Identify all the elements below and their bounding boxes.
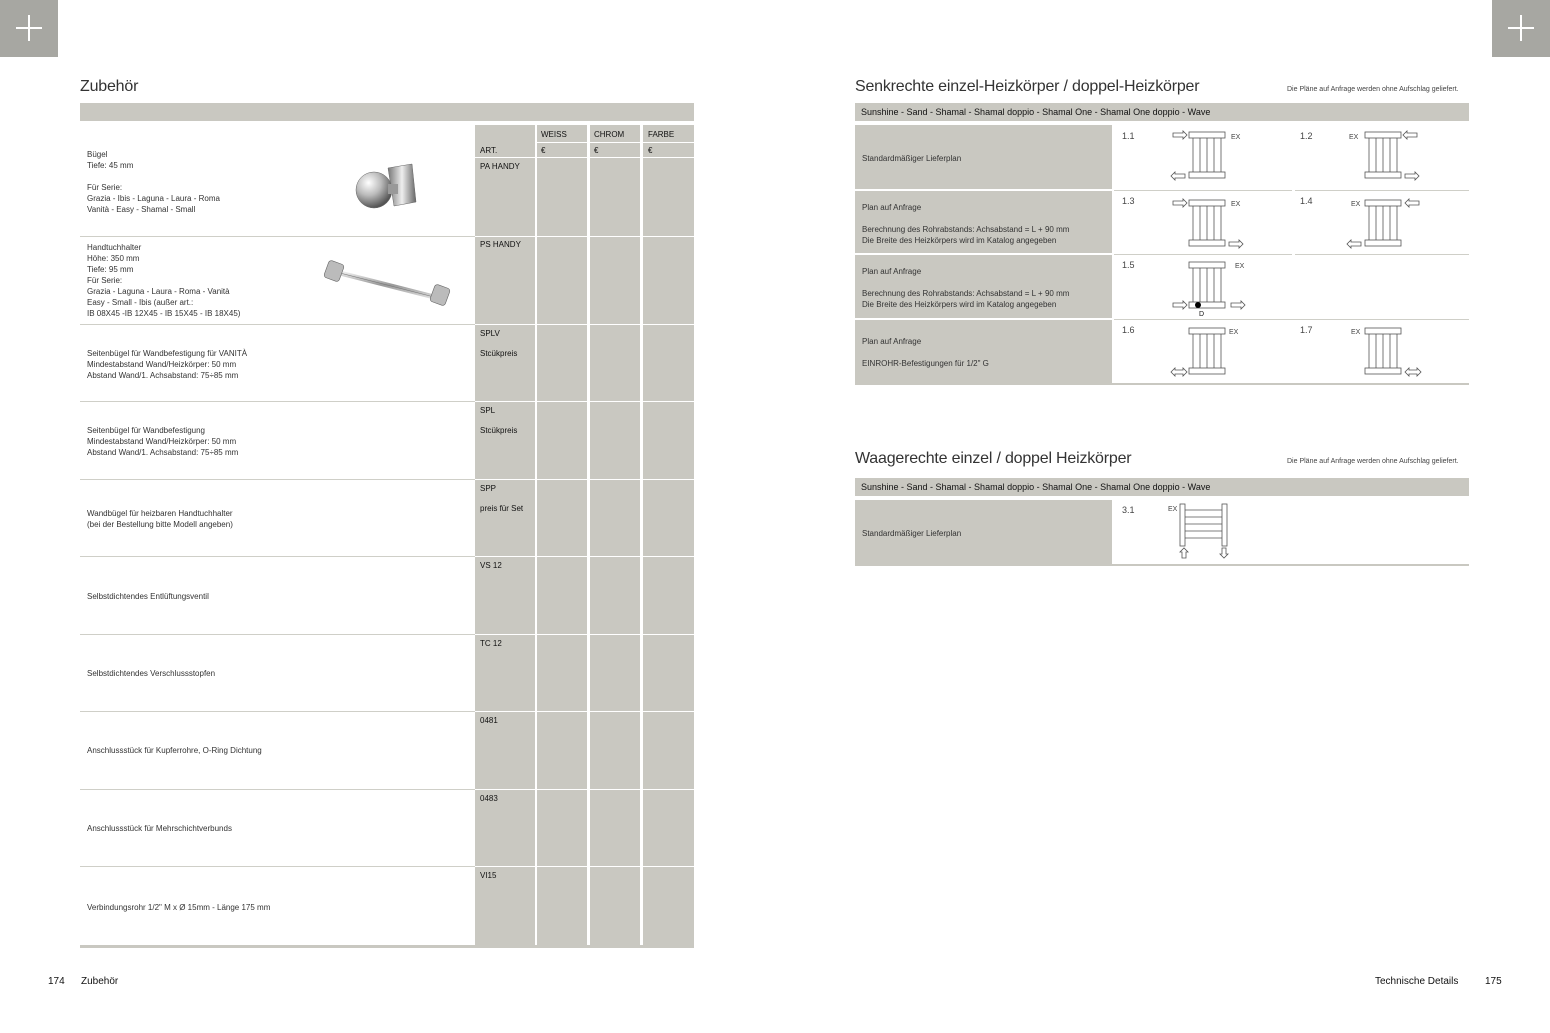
- row-divider: [1114, 319, 1469, 320]
- vertical-series-label: Sunshine - Sand - Shamal - Shamal doppio - Shamal One - Shamal One doppio - Wave: [861, 107, 1211, 117]
- row-divider: [475, 711, 694, 712]
- plan-number: 1.5: [1122, 260, 1135, 270]
- header-divider: [475, 157, 694, 158]
- row-desc: Seitenbügel für Wandbefestigung Mindestabstand Wand/Heizkörper: 50 mm Abstand Wand/1. Achsabstand: 75÷85 mm: [87, 426, 239, 457]
- plan-label: Plan auf Anfrage Berechnung des Rohrabstands: Achsabstand = L + 90 mm Die Breite des Heizkörpers wird im Katalog angegeben: [862, 203, 1070, 245]
- horizontal-section-note: Die Pläne auf Anfrage werden ohne Aufschlag geliefert.: [1287, 458, 1459, 465]
- row-desc: Wandbügel für heizbaren Handtuchhalter (bei der Bestellung bitte Modell angeben): [87, 509, 233, 529]
- row-divider: [80, 401, 475, 402]
- vertical-section-note: Die Pläne auf Anfrage werden ohne Aufschlag geliefert.: [1287, 86, 1459, 93]
- row-desc: Anschlussstück für Kupferrohre, O-Ring Dichtung: [87, 746, 262, 755]
- row-art: VS 12: [480, 561, 502, 570]
- row-divider: [80, 711, 475, 712]
- ex-label: EX: [1349, 134, 1359, 141]
- row-desc: Selbstdichtendes Verschlussstopfen: [87, 669, 216, 678]
- row-divider: [1114, 254, 1292, 255]
- row-divider: [80, 556, 475, 557]
- row-art: SPP preis für Set: [480, 484, 524, 513]
- vertical-section-title: Senkrechte einzel-Heizkörper / doppel-Heizkörper: [855, 78, 1200, 95]
- ex-label: EX: [1351, 329, 1361, 336]
- row-divider: [80, 236, 475, 237]
- ex-label: EX: [1235, 263, 1245, 270]
- radiator-plan-1-6-diagram: [1165, 322, 1255, 378]
- col-header-art: ART.: [480, 146, 498, 155]
- radiator-plan-3-1-diagram: [1160, 500, 1240, 562]
- left-page-number: 174: [48, 976, 65, 987]
- row-divider: [475, 324, 694, 325]
- ex-label: EX: [1351, 201, 1361, 208]
- col-header-farbe: FARBE: [648, 130, 675, 139]
- row-desc: Selbstdichtendes Entlüftungsventil: [87, 592, 209, 601]
- plan-number: 1.6: [1122, 325, 1135, 335]
- currency-farbe: €: [648, 146, 653, 155]
- ex-label: EX: [1231, 201, 1241, 208]
- plan-number: 1.1: [1122, 131, 1135, 141]
- horizontal-series-bar: [855, 478, 1469, 496]
- horizontal-section-title: Waagerechte einzel / doppel Heizkörper: [855, 450, 1132, 467]
- plan-label: Plan auf Anfrage EINROHR-Befestigungen für 1/2" G: [862, 337, 989, 368]
- plan-label: Standardmäßiger Lieferplan: [862, 154, 962, 163]
- farbe-column: [643, 125, 694, 947]
- row-art: SPLV Stcükpreis: [480, 329, 518, 358]
- col-header-weiss: WEISS: [541, 130, 567, 139]
- row-art: PS HANDY: [480, 240, 521, 249]
- radiator-plan-1-7-diagram: [1343, 322, 1433, 378]
- row-divider: [475, 789, 694, 790]
- table-bottom-rule: [855, 564, 1469, 566]
- expand-left-icon[interactable]: [0, 0, 58, 57]
- plan-number: 1.7: [1300, 325, 1313, 335]
- col-header-chrom: CHROM: [594, 130, 625, 139]
- radiator-plan-1-3-diagram: [1165, 194, 1255, 250]
- table-bottom-rule: [80, 945, 694, 948]
- vertical-series-bar: [855, 103, 1469, 121]
- plan-number: 1.2: [1300, 131, 1313, 141]
- row-art: PA HANDY: [480, 162, 520, 171]
- plan-number: 1.4: [1300, 196, 1313, 206]
- radiator-plan-1-5-diagram: [1165, 258, 1255, 318]
- right-page-section: Technische Details: [1375, 976, 1459, 987]
- weiss-column: [537, 125, 587, 947]
- row-art: 0481: [480, 716, 498, 725]
- left-page-title: Zubehör: [80, 78, 139, 95]
- row-divider: [475, 236, 694, 237]
- row-desc: Bügel Tiefe: 45 mm Für Serie: Grazia - Ibis - Laguna - Laura - Roma Vanità - Easy - Shamal - Small: [87, 150, 220, 214]
- row-art: VI15: [480, 871, 497, 880]
- row-art: SPL Stcükpreis: [480, 406, 518, 435]
- row-art: 0483: [480, 794, 498, 803]
- currency-chrom: €: [594, 146, 599, 155]
- plan-label: Standardmäßiger Lieferplan: [862, 529, 962, 538]
- bracket-product-image: [350, 162, 422, 214]
- row-divider: [80, 479, 475, 480]
- row-desc: Handtuchhalter Höhe: 350 mm Tiefe: 95 mm Für Serie: Grazia - Laguna - Laura - Roma - Vanità Easy - Small - Ibis (außer art.: IB 08X45 -IB 12X45 - IB 15X45 - IB 18X45): [87, 243, 241, 318]
- row-divider: [475, 634, 694, 635]
- d-label: D: [1199, 311, 1205, 318]
- row-desc: Anschlussstück für Mehrschichtverbunds: [87, 824, 232, 833]
- ex-label: EX: [1231, 134, 1241, 141]
- chrom-column: [590, 125, 640, 947]
- towel-holder-product-image: [320, 254, 460, 310]
- currency-weiss: €: [541, 146, 546, 155]
- plan-label: Plan auf Anfrage Berechnung des Rohrabstands: Achsabstand = L + 90 mm Die Breite des Heizkörpers wird im Katalog angegeben: [862, 267, 1070, 309]
- row-divider: [80, 866, 475, 867]
- radiator-plan-1-2-diagram: [1343, 128, 1433, 184]
- row-divider: [475, 556, 694, 557]
- row-desc: Verbindungsrohr 1/2" M x Ø 15mm - Länge 175 mm: [87, 903, 271, 912]
- left-page-section: Zubehör: [81, 976, 119, 987]
- expand-right-icon[interactable]: [1492, 0, 1550, 57]
- row-divider: [1295, 254, 1469, 255]
- plan-number: 3.1: [1122, 505, 1135, 515]
- row-divider: [80, 324, 475, 325]
- row-divider: [1295, 190, 1469, 191]
- radiator-plan-1-4-diagram: [1343, 194, 1433, 250]
- row-divider: [80, 634, 475, 635]
- table-bottom-rule: [855, 383, 1469, 385]
- row-desc: Seitenbügel für Wandbefestigung für VANITÀ Mindestabstand Wand/Heizkörper: 50 mm Abstand Wand/1. Achsabstand: 75÷85 mm: [87, 349, 248, 380]
- right-page-number: 175: [1485, 976, 1502, 987]
- row-divider: [475, 401, 694, 402]
- horizontal-series-label: Sunshine - Sand - Shamal - Shamal doppio - Shamal One - Shamal One doppio - Wave: [861, 482, 1211, 492]
- ex-label: EX: [1168, 506, 1178, 513]
- ex-label: EX: [1229, 329, 1239, 336]
- row-divider: [475, 479, 694, 480]
- row-art: TC 12: [480, 639, 502, 648]
- header-divider: [537, 142, 694, 143]
- left-header-bar: [80, 103, 694, 121]
- row-divider: [80, 789, 475, 790]
- radiator-plan-1-1-diagram: [1165, 128, 1255, 184]
- row-divider: [475, 866, 694, 867]
- row-divider: [1114, 190, 1292, 191]
- plan-number: 1.3: [1122, 196, 1135, 206]
